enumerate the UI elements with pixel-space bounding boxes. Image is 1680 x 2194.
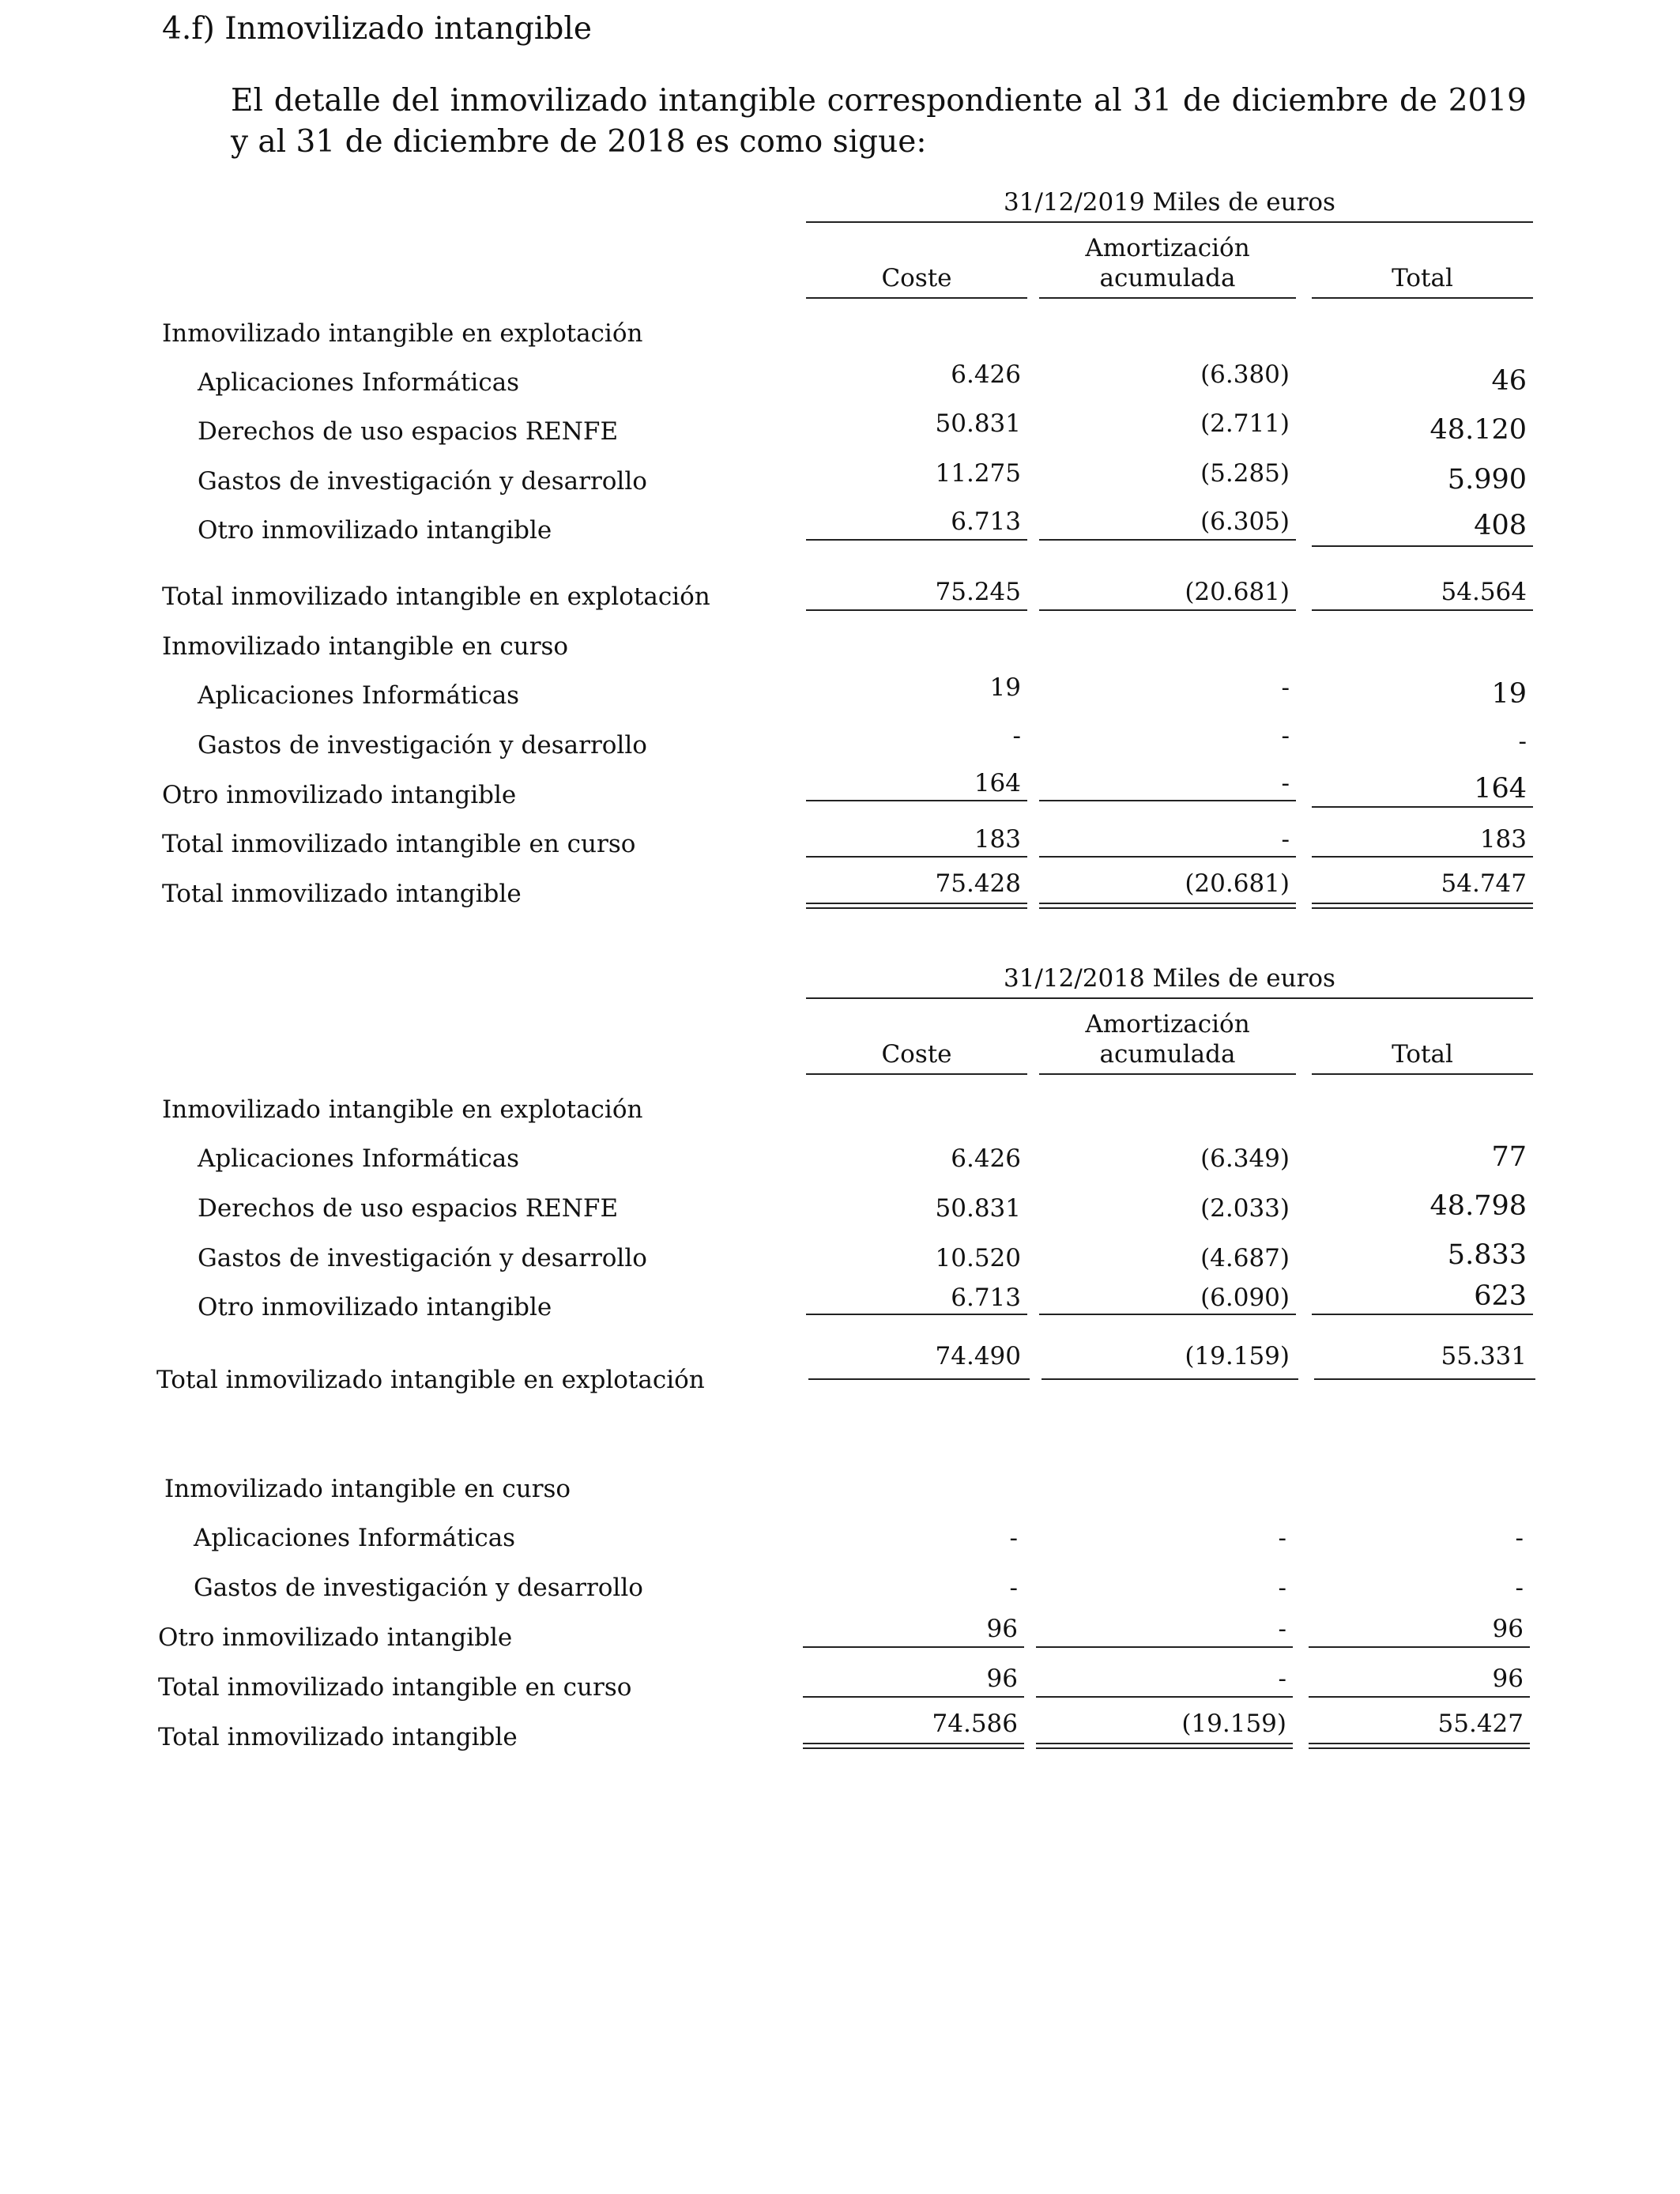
amortizacion-value: -: [1281, 673, 1290, 702]
total-value: 48.798: [1430, 1190, 1527, 1222]
coste-value: 6.713: [951, 1284, 1021, 1312]
row-label: Otro inmovilizado intangible: [158, 1623, 513, 1652]
amortizacion-value: -: [1278, 1574, 1286, 1602]
coste-value: 11.275: [935, 459, 1021, 488]
row-label: Gastos de investigación y desarrollo: [198, 1244, 647, 1272]
double-rule: [1039, 903, 1296, 909]
coste-value: 75.245: [935, 578, 1021, 606]
rule: [1039, 297, 1296, 299]
total-value: 5.990: [1447, 464, 1527, 496]
row-label: Inmovilizado intangible en curso: [164, 1475, 571, 1503]
double-rule: [806, 903, 1027, 909]
column-header-total: Total: [1392, 1040, 1453, 1069]
amortizacion-value: (20.681): [1185, 578, 1290, 606]
rule: [806, 997, 1533, 999]
total-value: 96: [1492, 1664, 1524, 1693]
rule: [808, 1378, 1030, 1380]
rule: [806, 539, 1027, 541]
row-label: Inmovilizado intangible en explotación: [162, 1095, 643, 1124]
rule: [1309, 1646, 1530, 1648]
amortizacion-value: -: [1281, 825, 1290, 854]
amortizacion-value: -: [1278, 1524, 1286, 1552]
rule: [806, 609, 1027, 611]
column-header-amortizacion: Amortización: [1085, 1010, 1250, 1039]
amortizacion-value: (2.033): [1200, 1194, 1290, 1223]
rule: [1039, 539, 1296, 541]
row-label: Total inmovilizado intangible en curso: [158, 1673, 632, 1702]
coste-value: 19: [989, 673, 1021, 702]
coste-value: 10.520: [935, 1244, 1021, 1272]
amortizacion-value: -: [1278, 1615, 1286, 1643]
column-header-amortizacion: Amortización: [1085, 234, 1250, 262]
double-rule: [1312, 903, 1533, 909]
rule: [1039, 856, 1296, 858]
rule: [1039, 1314, 1296, 1315]
row-label: Gastos de investigación y desarrollo: [198, 467, 647, 496]
rule: [1314, 1378, 1535, 1380]
amortizacion-value: -: [1281, 722, 1290, 750]
row-label: Total inmovilizado intangible en curso: [162, 830, 636, 858]
coste-value: -: [1009, 1574, 1018, 1602]
rule: [806, 1073, 1027, 1075]
row-label: Inmovilizado intangible en curso: [162, 632, 569, 661]
coste-value: 50.831: [935, 409, 1021, 438]
section-heading: 4.f) Inmovilizado intangible: [162, 11, 592, 47]
column-header-acumulada: acumulada: [1099, 1040, 1236, 1069]
row-label: Aplicaciones Informáticas: [198, 368, 520, 397]
rule: [1312, 297, 1533, 299]
row-label: Total inmovilizado intangible: [158, 1723, 518, 1751]
rule: [1309, 1696, 1530, 1698]
rule: [806, 856, 1027, 858]
total-value: 48.120: [1430, 414, 1527, 446]
amortizacion-value: -: [1278, 1664, 1286, 1693]
coste-value: 74.586: [932, 1710, 1018, 1738]
amortizacion-value: (6.380): [1200, 360, 1290, 389]
total-value: 55.427: [1437, 1710, 1524, 1738]
row-label: Derechos de uso espacios RENFE: [198, 1194, 619, 1223]
rule: [1039, 609, 1296, 611]
amortizacion-value: (4.687): [1200, 1244, 1290, 1272]
rule: [806, 221, 1533, 223]
row-label: Derechos de uso espacios RENFE: [198, 417, 619, 446]
double-rule: [803, 1743, 1024, 1749]
coste-value: -: [1009, 1524, 1018, 1552]
amortizacion-value: (19.159): [1185, 1342, 1290, 1370]
row-label: Otro inmovilizado intangible: [198, 1293, 552, 1321]
rule: [1036, 1646, 1293, 1648]
row-label: Otro inmovilizado intangible: [162, 781, 517, 809]
row-label: Total inmovilizado intangible en explotación: [156, 1366, 705, 1394]
amortizacion-value: -: [1281, 769, 1290, 797]
coste-value: 6.713: [951, 507, 1021, 536]
coste-value: 96: [986, 1615, 1018, 1643]
total-value: 54.564: [1441, 578, 1527, 606]
total-value: 55.331: [1441, 1342, 1527, 1370]
column-header-coste: Coste: [881, 264, 952, 292]
column-header-coste: Coste: [881, 1040, 952, 1069]
amortizacion-value: (20.681): [1185, 869, 1290, 898]
amortizacion-value: (2.711): [1200, 409, 1290, 438]
rule: [806, 800, 1027, 801]
rule: [1312, 806, 1533, 808]
coste-value: 96: [986, 1664, 1018, 1693]
amortizacion-value: (5.285): [1200, 459, 1290, 488]
column-header-total: Total: [1392, 264, 1453, 292]
total-value: 183: [1479, 825, 1527, 854]
column-header-acumulada: acumulada: [1099, 264, 1236, 292]
row-label: Total inmovilizado intangible en explotación: [162, 582, 710, 611]
total-value: 54.747: [1441, 869, 1527, 898]
total-value: 623: [1474, 1280, 1527, 1312]
total-value: -: [1515, 1524, 1524, 1552]
row-label: Otro inmovilizado intangible: [198, 516, 552, 545]
rule: [1039, 1073, 1296, 1075]
total-value: 96: [1492, 1615, 1524, 1643]
total-value: 19: [1491, 678, 1527, 710]
rule: [806, 1314, 1027, 1315]
amortizacion-value: (19.159): [1181, 1710, 1286, 1738]
row-label: Aplicaciones Informáticas: [198, 681, 520, 710]
row-label: Inmovilizado intangible en explotación: [162, 319, 643, 348]
total-value: 408: [1474, 510, 1527, 541]
rule: [803, 1646, 1024, 1648]
coste-value: 74.490: [935, 1342, 1021, 1370]
period-header: 31/12/2018 Miles de euros: [1004, 964, 1335, 993]
amortizacion-value: (6.305): [1200, 507, 1290, 536]
rule: [1042, 1378, 1298, 1380]
rule: [1312, 1073, 1533, 1075]
double-rule: [1309, 1743, 1530, 1749]
row-label: Total inmovilizado intangible: [162, 880, 522, 908]
total-value: 77: [1491, 1141, 1527, 1173]
coste-value: -: [1012, 722, 1021, 750]
total-value: 5.833: [1447, 1239, 1527, 1271]
total-value: 164: [1474, 773, 1527, 805]
rule: [1312, 609, 1533, 611]
rule: [1036, 1696, 1293, 1698]
total-value: -: [1518, 727, 1527, 756]
period-header: 31/12/2019 Miles de euros: [1004, 188, 1335, 217]
double-rule: [1036, 1743, 1293, 1749]
rule: [1312, 545, 1533, 547]
row-label: Gastos de investigación y desarrollo: [194, 1574, 643, 1602]
coste-value: 6.426: [951, 360, 1021, 389]
row-label: Aplicaciones Informáticas: [194, 1524, 516, 1552]
coste-value: 50.831: [935, 1194, 1021, 1223]
rule: [1312, 856, 1533, 858]
coste-value: 183: [974, 825, 1021, 854]
amortizacion-value: (6.090): [1200, 1284, 1290, 1312]
rule: [1312, 1314, 1533, 1315]
intro-paragraph: El detalle del inmovilizado intangible correspondiente al 31 de diciembre de 2019 y al 31 de diciembre de 2018 es como sigue:: [231, 83, 1527, 160]
total-value: 46: [1491, 365, 1527, 397]
coste-value: 75.428: [935, 869, 1021, 898]
rule: [1039, 800, 1296, 801]
rule: [806, 297, 1027, 299]
coste-value: 6.426: [951, 1144, 1021, 1173]
amortizacion-value: (6.349): [1200, 1144, 1290, 1173]
coste-value: 164: [974, 769, 1021, 797]
total-value: -: [1515, 1574, 1524, 1602]
row-label: Gastos de investigación y desarrollo: [198, 731, 647, 760]
rule: [803, 1696, 1024, 1698]
row-label: Aplicaciones Informáticas: [198, 1144, 520, 1173]
